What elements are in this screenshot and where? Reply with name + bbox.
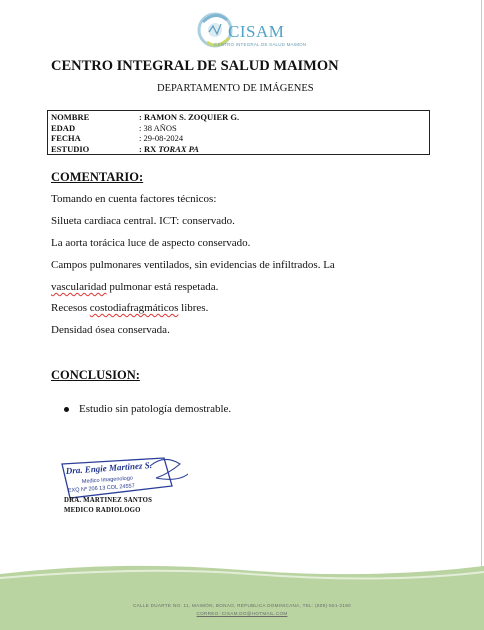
center-title: CENTRO INTEGRAL DE SALUD MAIMON (51, 58, 339, 74)
department-title: DEPARTAMENTO DE IMÁGENES (157, 83, 314, 94)
age-label: EDAD (51, 123, 76, 133)
comment-line-6-c: libres. (178, 302, 209, 314)
name-value: : RAMON S. ZOQUIER G. (139, 112, 240, 122)
footer-email-prefix: CORREO: (196, 611, 222, 616)
footer-email (0, 611, 484, 616)
comment-line-4: Campos pulmonares ventilados, sin evidencias de infiltrados. La (51, 259, 335, 271)
spell-flag-costodiafragmaticos: costodiafragmáticos (89, 302, 179, 314)
comment-line-1: Tomando en cuenta factores técnicos: (51, 193, 217, 205)
comment-line-6 (51, 302, 208, 314)
conclusion-heading: CONCLUSION: (51, 368, 140, 382)
comment-line-2: Silueta cardiaca central. ICT: conservado. (51, 215, 235, 227)
bullet-icon (64, 407, 69, 412)
footer-email-link[interactable]: CISAM.DO@HOTMAIL.COM (221, 611, 288, 616)
footer-wave (0, 560, 484, 630)
info-row-date (51, 133, 426, 144)
stamp-name: Dra. Engie Martinez S. (65, 460, 153, 476)
comment-line-3: La aorta torácica luce de aspecto conservado. (51, 237, 251, 249)
spell-flag-vascularidad: vascularidad (51, 281, 107, 293)
signer-role: MEDICO RADIOLOGO (64, 507, 141, 514)
comment-heading: COMENTARIO: (51, 170, 144, 184)
study-value-prefix: : RX (139, 144, 159, 154)
stamp-exq: EXQ Nº 206 13 COL 24557 (67, 483, 135, 494)
signature-stamp (60, 452, 195, 502)
conclusion-item: Estudio sin patología demostrable. (79, 403, 232, 415)
name-label: NOMBRE (51, 112, 90, 122)
date-label: FECHA (51, 133, 81, 143)
info-row-name (51, 112, 426, 123)
date-value: : 29-08-2024 (139, 133, 184, 143)
study-value (139, 144, 199, 155)
info-row-study (51, 144, 426, 155)
study-label: ESTUDIO (51, 144, 90, 154)
comment-line-6-a: Recesos (51, 302, 90, 314)
study-value-italic: TORAX PA (158, 144, 199, 154)
logo-subtitle: CENTRO INTEGRAL DE SALUD MAIMON (214, 42, 307, 47)
comment-line-7: Densidad ósea conservada. (51, 324, 170, 336)
comment-line-5-rest: pulmonar está respetada. (106, 281, 219, 293)
age-value: : 38 AÑOS (139, 123, 177, 133)
comment-line-5 (51, 281, 218, 293)
logo-name: CISAM (228, 22, 285, 41)
stamp-role: Medico Imagenologo (81, 475, 134, 485)
footer-address: CALLE DUARTE NO. 11, MAIMÓN, BONAO, REPUBLICA DOMINICANA, TEL: (809)-551-2190 (133, 603, 351, 608)
page-edge (481, 0, 482, 630)
signer-name: DRA. MARTINEZ SANTOS (64, 497, 153, 504)
patient-info-box (47, 110, 430, 155)
